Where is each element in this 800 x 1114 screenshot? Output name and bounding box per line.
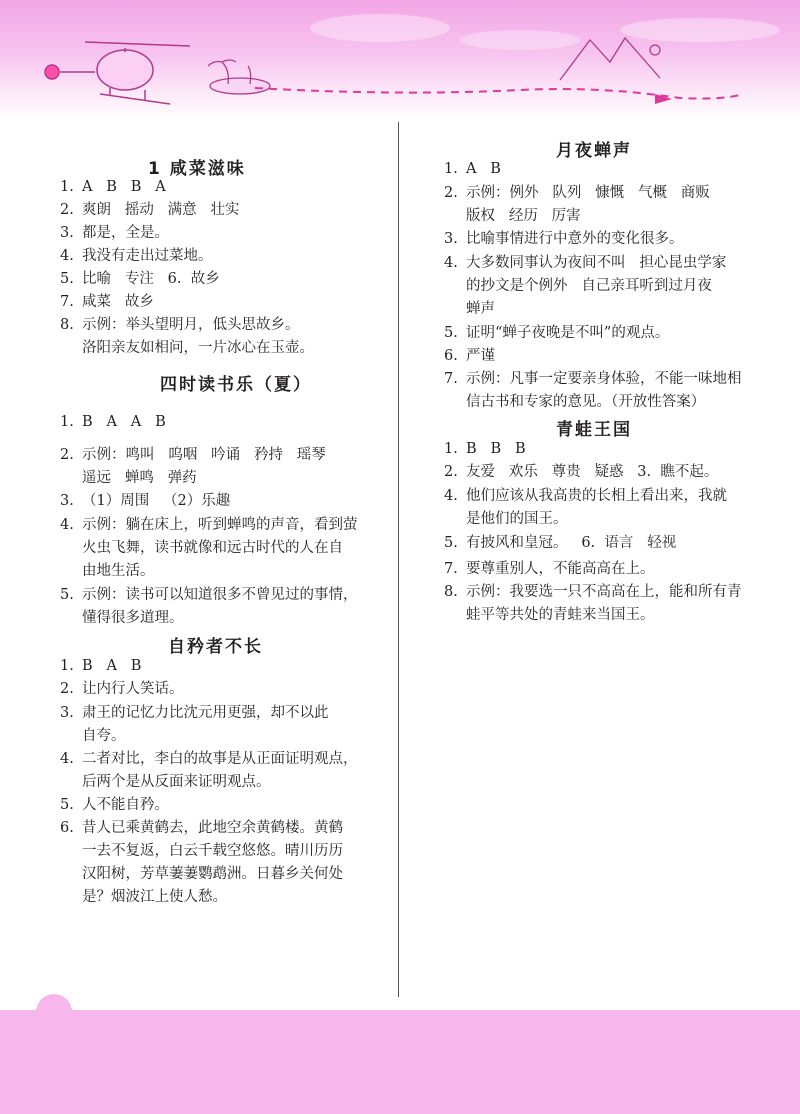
list-item-continuation: 懂得很多道理。 bbox=[82, 610, 184, 626]
mountain-icon bbox=[560, 38, 660, 80]
header-banner bbox=[0, 0, 800, 120]
list-item-continuation: 蝉声 bbox=[466, 301, 495, 317]
section-title-qingwa: 青蛙王国 bbox=[556, 420, 632, 440]
list-item-continuation: 信古书和专家的意见。（开放性答案） bbox=[466, 394, 706, 410]
list-item-continuation: 版权 经历 厉害 bbox=[466, 208, 581, 224]
list-item-continuation: 汉阳树，芳草萋萋鹦鹉洲。日暮乡关何处 bbox=[82, 866, 343, 882]
list-item-continuation: 蛙平等共处的青蛙来当国王。 bbox=[466, 607, 655, 623]
banner-illustration bbox=[0, 0, 800, 120]
list-item-continuation: 后两个是从反面来证明观点。 bbox=[82, 774, 271, 790]
list-item-continuation: 遥远 蝉鸣 弹药 bbox=[82, 470, 197, 486]
section-title-xiancai: 1 咸菜滋味 bbox=[148, 159, 246, 179]
list-item-continuation: 由地生活。 bbox=[82, 563, 155, 579]
section-title-zijin: 自矜者不长 bbox=[168, 637, 263, 657]
list-item-continuation: 是？烟波江上使人愁。 bbox=[82, 889, 227, 905]
footer-band bbox=[0, 1010, 800, 1114]
list-item-continuation: 洛阳亲友如相问，一片冰心在玉壶。 bbox=[82, 340, 314, 356]
list-item-continuation: 一去不复返，白云千载空悠悠。晴川历历 bbox=[82, 843, 343, 859]
section-title-sishi: 四时读书乐（夏） bbox=[160, 375, 312, 395]
list-item-continuation: 的抄文是个例外 自己亲耳听到过月夜 bbox=[466, 278, 712, 294]
list-item-continuation: 火虫飞舞，读书就像和远古时代的人在自 bbox=[82, 540, 343, 556]
column-divider bbox=[398, 122, 399, 997]
section-title-yueye: 月夜蝉声 bbox=[556, 141, 632, 161]
list-item-continuation: 自夸。 bbox=[82, 728, 126, 744]
helicopter-icon bbox=[45, 42, 190, 104]
list-item-continuation: 是他们的国王。 bbox=[466, 511, 568, 527]
